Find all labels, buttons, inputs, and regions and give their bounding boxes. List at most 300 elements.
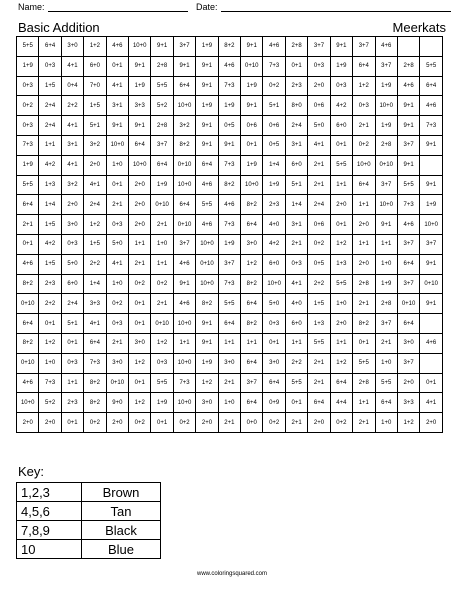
grid-cell[interactable]: 5+2 — [151, 96, 173, 116]
grid-cell[interactable]: 1+4 — [263, 155, 285, 175]
grid-cell[interactable]: 6+4 — [218, 314, 240, 334]
grid-cell[interactable]: 10+0 — [173, 96, 195, 116]
grid-cell[interactable]: 3+1 — [285, 215, 307, 235]
grid-cell[interactable]: 0+10 — [17, 353, 39, 373]
grid-cell[interactable]: 4+6 — [196, 215, 218, 235]
grid-cell[interactable]: 5+1 — [285, 175, 307, 195]
grid-cell[interactable]: 1+0 — [375, 353, 397, 373]
grid-cell[interactable]: 3+7 — [218, 254, 240, 274]
grid-cell[interactable]: 4+1 — [84, 175, 106, 195]
grid-cell[interactable]: 5+5 — [151, 76, 173, 96]
grid-cell[interactable]: 1+9 — [330, 56, 352, 76]
grid-cell[interactable]: 2+8 — [285, 37, 307, 57]
grid-cell[interactable]: 0+2 — [308, 234, 330, 254]
grid-cell[interactable]: 2+0 — [39, 413, 61, 433]
grid-cell[interactable]: 0+3 — [17, 76, 39, 96]
grid-cell[interactable]: 3+7 — [397, 135, 419, 155]
grid-cell[interactable]: 4+6 — [420, 333, 443, 353]
grid-cell[interactable]: 2+0 — [308, 413, 330, 433]
grid-cell[interactable]: 0+6 — [308, 96, 330, 116]
grid-cell[interactable]: 1+3 — [308, 314, 330, 334]
grid-cell[interactable]: 8+2 — [84, 373, 106, 393]
grid-cell[interactable]: 0+0 — [241, 413, 263, 433]
grid-cell[interactable]: 6+0 — [285, 314, 307, 334]
grid-cell[interactable]: 0+3 — [263, 314, 285, 334]
grid-cell[interactable]: 1+1 — [173, 333, 195, 353]
grid-cell[interactable]: 4+2 — [39, 234, 61, 254]
grid-cell[interactable]: 6+4 — [129, 135, 151, 155]
grid-cell[interactable]: 0+4 — [61, 76, 83, 96]
grid-cell[interactable]: 0+3 — [106, 215, 128, 235]
grid-cell[interactable]: 2+8 — [375, 135, 397, 155]
grid-cell[interactable]: 4+1 — [308, 135, 330, 155]
grid-cell[interactable]: 8+2 — [196, 294, 218, 314]
grid-cell[interactable]: 1+5 — [84, 96, 106, 116]
grid-cell[interactable]: 1+0 — [375, 254, 397, 274]
grid-cell[interactable]: 10+0 — [353, 155, 375, 175]
grid-cell[interactable]: 0+3 — [308, 56, 330, 76]
grid-cell[interactable]: 9+1 — [420, 135, 443, 155]
grid-cell[interactable]: 5+5 — [330, 274, 352, 294]
grid-cell[interactable]: 6+4 — [241, 393, 263, 413]
grid-cell[interactable]: 1+9 — [196, 37, 218, 57]
grid-cell[interactable]: 5+2 — [39, 393, 61, 413]
grid-cell[interactable]: 0+2 — [84, 413, 106, 433]
grid-cell[interactable]: 1+9 — [241, 155, 263, 175]
grid-cell[interactable]: 3+3 — [84, 294, 106, 314]
grid-cell[interactable]: 6+4 — [39, 37, 61, 57]
grid-cell[interactable]: 3+0 — [61, 215, 83, 235]
grid-cell[interactable]: 1+5 — [39, 254, 61, 274]
grid-cell[interactable]: 10+0 — [241, 175, 263, 195]
grid-cell[interactable]: 0+1 — [129, 373, 151, 393]
grid-cell[interactable]: 1+9 — [151, 175, 173, 195]
grid-cell[interactable]: 3+0 — [397, 333, 419, 353]
grid-cell[interactable]: 6+0 — [330, 116, 352, 136]
grid-cell[interactable]: 1+1 — [151, 254, 173, 274]
grid-cell[interactable]: 8+2 — [241, 314, 263, 334]
grid-cell[interactable]: 1+1 — [39, 135, 61, 155]
grid-cell[interactable]: 7+3 — [420, 116, 443, 136]
grid-cell[interactable]: 1+4 — [84, 274, 106, 294]
grid-cell[interactable]: 6+4 — [397, 254, 419, 274]
grid-cell[interactable]: 1+3 — [39, 175, 61, 195]
grid-cell[interactable]: 9+1 — [196, 314, 218, 334]
grid-cell[interactable]: 6+4 — [173, 195, 195, 215]
grid-cell[interactable]: 1+2 — [129, 353, 151, 373]
grid-cell[interactable]: 5+5 — [420, 56, 443, 76]
grid-cell[interactable]: 9+1 — [129, 56, 151, 76]
grid-cell[interactable]: 0+10 — [151, 195, 173, 215]
grid-cell[interactable]: 3+7 — [353, 37, 375, 57]
grid-cell[interactable]: 0+1 — [263, 333, 285, 353]
grid-cell[interactable] — [420, 155, 443, 175]
grid-cell[interactable]: 2+0 — [330, 195, 352, 215]
grid-cell[interactable]: 3+7 — [375, 175, 397, 195]
grid-cell[interactable]: 3+0 — [129, 333, 151, 353]
grid-cell[interactable]: 8+0 — [285, 96, 307, 116]
grid-cell[interactable]: 2+1 — [106, 333, 128, 353]
grid-cell[interactable]: 1+9 — [196, 96, 218, 116]
grid-cell[interactable]: 1+1 — [129, 234, 151, 254]
grid-cell[interactable]: 6+4 — [17, 314, 39, 334]
grid-cell[interactable]: 3+7 — [151, 135, 173, 155]
grid-cell[interactable]: 0+1 — [39, 314, 61, 334]
grid-cell[interactable]: 1+9 — [375, 116, 397, 136]
grid-cell[interactable]: 3+1 — [61, 135, 83, 155]
grid-cell[interactable]: 9+1 — [106, 116, 128, 136]
grid-cell[interactable]: 0+3 — [61, 234, 83, 254]
grid-cell[interactable]: 2+1 — [151, 215, 173, 235]
grid-cell[interactable]: 4+1 — [61, 116, 83, 136]
grid-cell[interactable]: 0+10 — [397, 294, 419, 314]
grid-cell[interactable]: 9+1 — [218, 135, 240, 155]
grid-cell[interactable]: 3+7 — [397, 234, 419, 254]
grid-cell[interactable]: 0+10 — [420, 274, 443, 294]
grid-cell[interactable]: 1+1 — [61, 373, 83, 393]
grid-cell[interactable]: 3+3 — [129, 96, 151, 116]
grid-cell[interactable]: 0+10 — [106, 373, 128, 393]
grid-cell[interactable]: 9+1 — [173, 274, 195, 294]
grid-cell[interactable]: 2+4 — [39, 116, 61, 136]
grid-cell[interactable]: 2+0 — [17, 413, 39, 433]
grid-cell[interactable]: 8+2 — [241, 274, 263, 294]
grid-cell[interactable]: 6+4 — [353, 56, 375, 76]
grid-cell[interactable]: 9+1 — [420, 294, 443, 314]
grid-cell[interactable]: 7+3 — [218, 274, 240, 294]
grid-cell[interactable]: 5+5 — [17, 175, 39, 195]
grid-cell[interactable]: 2+4 — [285, 116, 307, 136]
grid-cell[interactable]: 2+1 — [285, 234, 307, 254]
grid-cell[interactable]: 2+1 — [285, 413, 307, 433]
grid-cell[interactable]: 4+1 — [106, 254, 128, 274]
grid-cell[interactable]: 1+1 — [330, 333, 352, 353]
grid-cell[interactable]: 6+4 — [241, 294, 263, 314]
grid-cell[interactable]: 10+0 — [420, 215, 443, 235]
grid-cell[interactable]: 0+1 — [129, 294, 151, 314]
grid-cell[interactable]: 1+2 — [84, 37, 106, 57]
grid-cell[interactable]: 0+3 — [39, 56, 61, 76]
grid-cell[interactable]: 2+8 — [353, 373, 375, 393]
grid-cell[interactable]: 10+0 — [173, 314, 195, 334]
grid-cell[interactable]: 3+0 — [218, 353, 240, 373]
grid-cell[interactable]: 0+2 — [129, 274, 151, 294]
grid-cell[interactable]: 1+9 — [129, 76, 151, 96]
grid-cell[interactable]: 10+0 — [375, 195, 397, 215]
grid-cell[interactable]: 10+0 — [17, 393, 39, 413]
grid-cell[interactable]: 0+1 — [330, 135, 352, 155]
grid-cell[interactable]: 9+1 — [420, 254, 443, 274]
grid-cell[interactable]: 8+2 — [218, 175, 240, 195]
grid-cell[interactable]: 2+2 — [308, 274, 330, 294]
grid-cell[interactable]: 10+0 — [129, 37, 151, 57]
grid-cell[interactable]: 4+6 — [106, 37, 128, 57]
grid-cell[interactable]: 5+0 — [61, 254, 83, 274]
grid-cell[interactable]: 0+1 — [285, 393, 307, 413]
grid-cell[interactable]: 2+0 — [420, 413, 443, 433]
grid-cell[interactable]: 3+7 — [241, 373, 263, 393]
grid-cell[interactable]: 2+2 — [84, 254, 106, 274]
grid-cell[interactable]: 1+1 — [218, 333, 240, 353]
grid-cell[interactable]: 1+9 — [218, 96, 240, 116]
grid-cell[interactable]: 5+1 — [84, 116, 106, 136]
grid-cell[interactable]: 0+1 — [106, 56, 128, 76]
grid-cell[interactable]: 2+0 — [353, 215, 375, 235]
grid-cell[interactable]: 3+0 — [241, 234, 263, 254]
grid-cell[interactable]: 0+10 — [196, 254, 218, 274]
grid-cell[interactable]: 9+1 — [420, 175, 443, 195]
grid-cell[interactable]: 3+7 — [173, 37, 195, 57]
grid-cell[interactable]: 1+2 — [84, 215, 106, 235]
grid-cell[interactable]: 2+4 — [61, 294, 83, 314]
grid-cell[interactable]: 2+8 — [375, 294, 397, 314]
grid-cell[interactable]: 8+2 — [241, 195, 263, 215]
grid-cell[interactable]: 9+1 — [397, 116, 419, 136]
grid-cell[interactable]: 3+0 — [196, 393, 218, 413]
grid-cell[interactable]: 6+4 — [241, 353, 263, 373]
grid-cell[interactable]: 0+1 — [285, 56, 307, 76]
grid-cell[interactable]: 10+0 — [173, 175, 195, 195]
grid-cell[interactable]: 6+4 — [420, 76, 443, 96]
grid-cell[interactable]: 1+4 — [285, 195, 307, 215]
grid-cell[interactable]: 5+5 — [285, 373, 307, 393]
grid-cell[interactable]: 3+2 — [84, 135, 106, 155]
grid-cell[interactable]: 0+6 — [308, 215, 330, 235]
grid-cell[interactable]: 1+0 — [106, 274, 128, 294]
grid-cell[interactable]: 4+1 — [61, 56, 83, 76]
grid-cell[interactable]: 6+4 — [263, 373, 285, 393]
grid-cell[interactable]: 3+3 — [397, 393, 419, 413]
grid-cell[interactable]: 1+5 — [39, 215, 61, 235]
grid-cell[interactable]: 0+10 — [17, 294, 39, 314]
grid-cell[interactable] — [397, 37, 419, 57]
grid-cell[interactable] — [420, 353, 443, 373]
grid-cell[interactable]: 7+3 — [173, 373, 195, 393]
grid-cell[interactable]: 2+1 — [151, 294, 173, 314]
grid-cell[interactable]: 4+1 — [84, 314, 106, 334]
grid-cell[interactable]: 4+6 — [17, 254, 39, 274]
grid-cell[interactable]: 0+5 — [308, 254, 330, 274]
grid-cell[interactable]: 2+0 — [129, 175, 151, 195]
grid-cell[interactable]: 2+2 — [39, 294, 61, 314]
grid-cell[interactable]: 1+1 — [375, 234, 397, 254]
grid-cell[interactable]: 9+1 — [241, 37, 263, 57]
grid-cell[interactable]: 9+1 — [330, 37, 352, 57]
grid-cell[interactable]: 0+2 — [17, 96, 39, 116]
grid-cell[interactable]: 4+6 — [397, 76, 419, 96]
grid-cell[interactable]: 5+5 — [397, 175, 419, 195]
grid-cell[interactable]: 1+9 — [196, 353, 218, 373]
grid-cell[interactable]: 2+3 — [39, 274, 61, 294]
grid-cell[interactable]: 7+3 — [397, 195, 419, 215]
grid-cell[interactable]: 0+1 — [61, 413, 83, 433]
grid-cell[interactable]: 9+1 — [151, 37, 173, 57]
grid-cell[interactable]: 1+3 — [330, 254, 352, 274]
grid-cell[interactable]: 9+1 — [196, 135, 218, 155]
grid-cell[interactable]: 6+4 — [151, 155, 173, 175]
grid-cell[interactable]: 2+3 — [263, 195, 285, 215]
grid-cell[interactable]: 10+0 — [129, 155, 151, 175]
grid-cell[interactable]: 0+6 — [241, 116, 263, 136]
grid-cell[interactable]: 1+1 — [330, 175, 352, 195]
grid-cell[interactable]: 0+1 — [330, 215, 352, 235]
grid-cell[interactable]: 1+5 — [308, 294, 330, 314]
grid-cell[interactable]: 0+1 — [106, 175, 128, 195]
grid-cell[interactable]: 0+6 — [263, 116, 285, 136]
grid-cell[interactable]: 2+1 — [353, 413, 375, 433]
grid-cell[interactable]: 5+5 — [196, 195, 218, 215]
grid-cell[interactable]: 1+9 — [375, 274, 397, 294]
grid-cell[interactable]: 1+2 — [196, 373, 218, 393]
grid-cell[interactable]: 10+0 — [106, 135, 128, 155]
grid-cell[interactable]: 9+1 — [375, 215, 397, 235]
grid-cell[interactable]: 1+1 — [241, 333, 263, 353]
grid-cell[interactable]: 0+9 — [263, 393, 285, 413]
grid-cell[interactable]: 1+0 — [218, 393, 240, 413]
grid-cell[interactable]: 0+1 — [420, 373, 443, 393]
grid-cell[interactable]: 1+9 — [218, 234, 240, 254]
grid-cell[interactable]: 0+2 — [263, 413, 285, 433]
grid-cell[interactable]: 6+0 — [61, 274, 83, 294]
grid-cell[interactable]: 1+2 — [330, 353, 352, 373]
grid-cell[interactable]: 1+0 — [375, 413, 397, 433]
grid-cell[interactable]: 10+0 — [196, 274, 218, 294]
grid-cell[interactable]: 2+2 — [285, 353, 307, 373]
grid-cell[interactable]: 3+7 — [397, 274, 419, 294]
grid-cell[interactable]: 2+0 — [106, 413, 128, 433]
grid-cell[interactable]: 5+1 — [263, 96, 285, 116]
grid-cell[interactable]: 5+5 — [353, 353, 375, 373]
grid-cell[interactable]: 6+0 — [285, 155, 307, 175]
grid-cell[interactable]: 0+3 — [330, 76, 352, 96]
grid-cell[interactable]: 4+4 — [330, 393, 352, 413]
grid-cell[interactable]: 8+2 — [17, 333, 39, 353]
grid-cell[interactable]: 9+1 — [196, 116, 218, 136]
grid-cell[interactable]: 5+0 — [106, 234, 128, 254]
grid-cell[interactable]: 6+4 — [84, 333, 106, 353]
grid-cell[interactable]: 0+3 — [61, 353, 83, 373]
grid-cell[interactable]: 1+0 — [151, 234, 173, 254]
grid-cell[interactable]: 0+1 — [17, 234, 39, 254]
grid-cell[interactable]: 1+2 — [353, 76, 375, 96]
grid-cell[interactable]: 0+3 — [17, 116, 39, 136]
grid-cell[interactable]: 4+1 — [106, 76, 128, 96]
grid-cell[interactable]: 9+1 — [397, 96, 419, 116]
grid-cell[interactable]: 3+7 — [375, 314, 397, 334]
grid-cell[interactable]: 1+1 — [353, 234, 375, 254]
grid-cell[interactable]: 9+1 — [196, 76, 218, 96]
grid-cell[interactable]: 3+7 — [308, 37, 330, 57]
grid-cell[interactable]: 4+2 — [39, 155, 61, 175]
grid-cell[interactable]: 9+1 — [196, 333, 218, 353]
grid-cell[interactable]: 0+1 — [241, 135, 263, 155]
grid-cell[interactable]: 9+0 — [106, 393, 128, 413]
grid-cell[interactable]: 2+0 — [129, 215, 151, 235]
grid-cell[interactable]: 0+10 — [241, 56, 263, 76]
grid-cell[interactable]: 1+9 — [151, 393, 173, 413]
grid-cell[interactable]: 2+0 — [196, 413, 218, 433]
grid-cell[interactable]: 1+9 — [17, 56, 39, 76]
grid-cell[interactable]: 1+1 — [353, 393, 375, 413]
grid-cell[interactable]: 1+1 — [353, 195, 375, 215]
grid-cell[interactable]: 2+1 — [129, 254, 151, 274]
grid-cell[interactable]: 7+0 — [84, 76, 106, 96]
grid-cell[interactable]: 1+0 — [39, 353, 61, 373]
grid-cell[interactable]: 0+2 — [263, 76, 285, 96]
grid-cell[interactable]: 1+2 — [241, 254, 263, 274]
grid-cell[interactable]: 0+2 — [330, 413, 352, 433]
grid-cell[interactable]: 0+3 — [285, 254, 307, 274]
grid-cell[interactable]: 0+1 — [151, 413, 173, 433]
grid-cell[interactable]: 7+3 — [39, 373, 61, 393]
grid-cell[interactable]: 0+10 — [173, 155, 195, 175]
grid-cell[interactable]: 4+6 — [173, 254, 195, 274]
grid-cell[interactable]: 2+1 — [106, 195, 128, 215]
grid-cell[interactable]: 2+1 — [308, 155, 330, 175]
grid-cell[interactable] — [420, 37, 443, 57]
grid-cell[interactable]: 6+4 — [196, 155, 218, 175]
grid-cell[interactable]: 2+0 — [129, 195, 151, 215]
grid-cell[interactable]: 3+0 — [263, 353, 285, 373]
grid-cell[interactable]: 4+0 — [285, 294, 307, 314]
grid-cell[interactable]: 2+1 — [308, 353, 330, 373]
grid-cell[interactable]: 1+2 — [397, 413, 419, 433]
grid-cell[interactable]: 2+8 — [353, 274, 375, 294]
grid-cell[interactable]: 4+0 — [263, 215, 285, 235]
grid-cell[interactable]: 2+0 — [397, 373, 419, 393]
grid-cell[interactable]: 9+1 — [196, 56, 218, 76]
grid-cell[interactable]: 5+5 — [308, 333, 330, 353]
grid-cell[interactable]: 0+2 — [106, 294, 128, 314]
grid-cell[interactable]: 0+5 — [263, 135, 285, 155]
grid-cell[interactable]: 9+1 — [129, 116, 151, 136]
grid-cell[interactable]: 2+0 — [353, 254, 375, 274]
grid-cell[interactable]: 5+5 — [151, 373, 173, 393]
grid-cell[interactable]: 10+0 — [263, 274, 285, 294]
grid-cell[interactable]: 2+8 — [151, 56, 173, 76]
grid-cell[interactable]: 0+5 — [218, 116, 240, 136]
grid-cell[interactable]: 0+1 — [353, 333, 375, 353]
grid-cell[interactable]: 3+7 — [375, 56, 397, 76]
grid-cell[interactable]: 7+3 — [218, 155, 240, 175]
grid-cell[interactable]: 3+0 — [61, 37, 83, 57]
grid-cell[interactable]: 0+3 — [353, 96, 375, 116]
grid-cell[interactable]: 3+1 — [285, 135, 307, 155]
grid-cell[interactable]: 10+0 — [173, 393, 195, 413]
grid-cell[interactable]: 6+4 — [330, 373, 352, 393]
grid-cell[interactable]: 5+5 — [375, 373, 397, 393]
grid-cell[interactable]: 1+0 — [330, 294, 352, 314]
grid-cell[interactable]: 2+0 — [330, 314, 352, 334]
grid-cell[interactable]: 3+7 — [420, 234, 443, 254]
grid-cell[interactable]: 10+0 — [196, 234, 218, 254]
grid-cell[interactable]: 6+4 — [353, 175, 375, 195]
grid-cell[interactable]: 1+9 — [241, 76, 263, 96]
grid-cell[interactable]: 8+2 — [353, 314, 375, 334]
grid-cell[interactable]: 4+6 — [420, 96, 443, 116]
grid-cell[interactable]: 0+3 — [151, 353, 173, 373]
grid-cell[interactable]: 4+6 — [17, 373, 39, 393]
grid-cell[interactable]: 6+4 — [397, 314, 419, 334]
grid-cell[interactable]: 6+4 — [375, 393, 397, 413]
grid-cell[interactable]: 2+0 — [84, 155, 106, 175]
grid-cell[interactable]: 2+0 — [308, 76, 330, 96]
grid-cell[interactable]: 1+9 — [420, 195, 443, 215]
grid-cell[interactable]: 9+1 — [173, 56, 195, 76]
grid-cell[interactable]: 2+1 — [17, 215, 39, 235]
grid-cell[interactable]: 2+3 — [285, 76, 307, 96]
grid-cell[interactable]: 6+0 — [84, 56, 106, 76]
